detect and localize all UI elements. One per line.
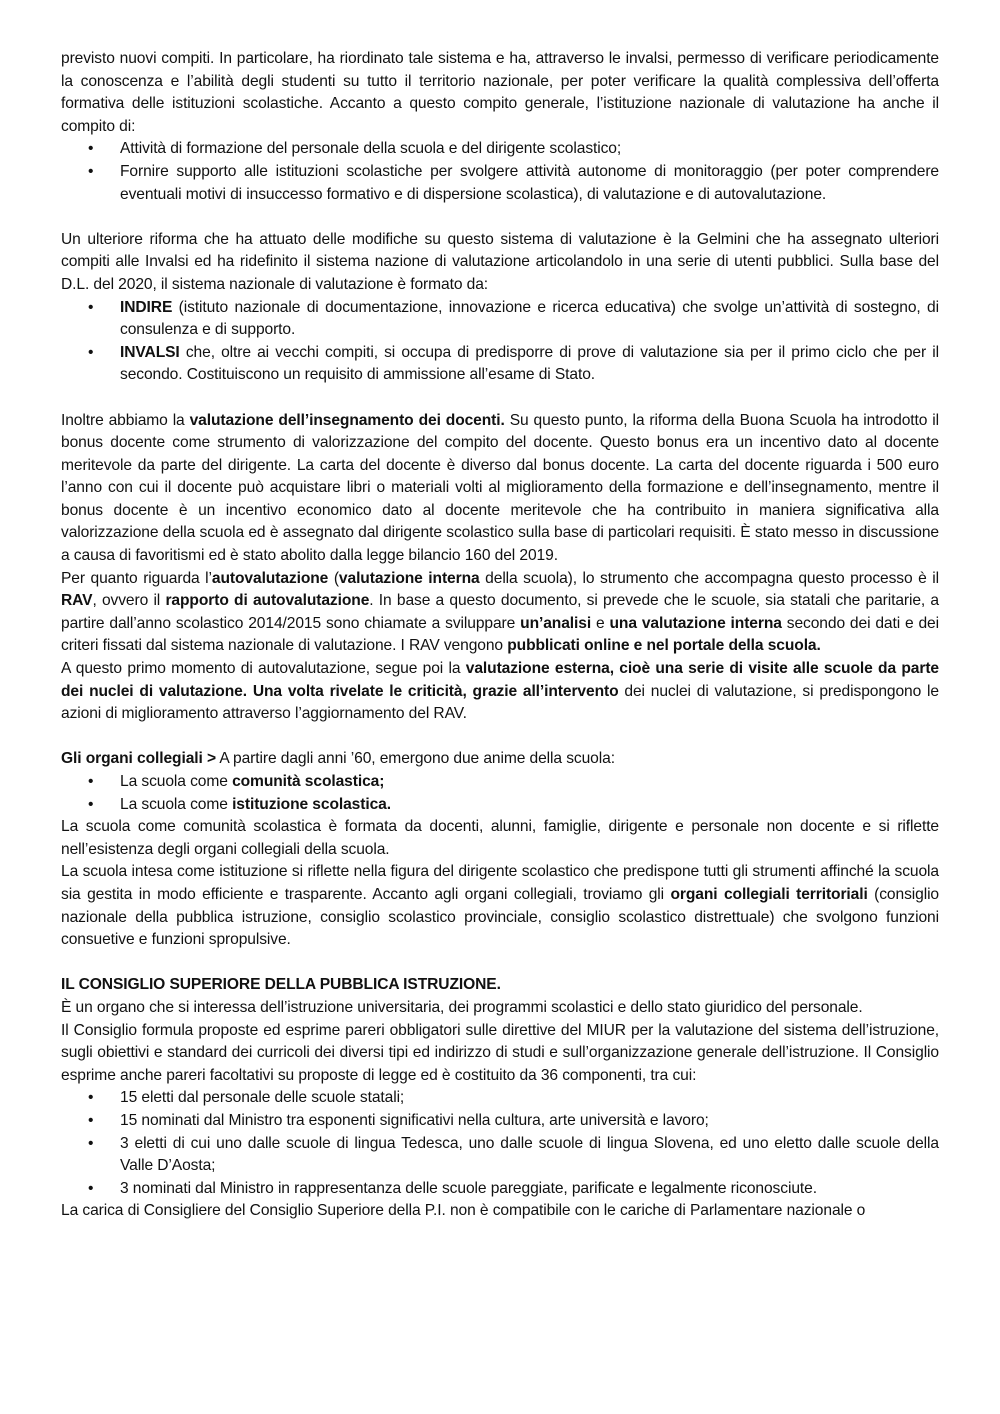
comunita-paragraph: La scuola come comunità scolastica è formata da docenti, alunni, famiglie, dirigente e personale non docente e si riflette nell’esistenza degli organi collegiali della scuola.	[61, 818, 939, 858]
text-run: A partire dagli anni ’60, emergono due anime della scuola:	[215, 750, 615, 768]
rav-paragraph	[61, 568, 939, 658]
intro-paragraph: previsto nuovi compiti. In particolare, ha riordinato tale sistema e ha, attraverso le invalsi, permesso di verificare periodicamente la conoscenza e l’abilità degli studenti su tutto il territorio nazionale, per poter verificare la qualità complessiva dell’offerta formativa delle istituzioni scolastiche. Accanto a questo compito generale, l’istituzione nazionale di valutazione ha anche il compito di:	[61, 50, 939, 135]
gelmini-bullet-list	[61, 297, 939, 387]
heading-text: IL CONSIGLIO SUPERIORE DELLA PUBBLICA ISTRUZIONE.	[61, 976, 501, 994]
text-run: Su questo punto, la riforma della Buona Scuola ha introdotto il bonus docente come strumento di valorizzazione del compito del docente. Questo bonus era un incentivo dato al docente meritevole da parte del dirigente. La carta del docente è diverso dal bonus docente. La carta del docente riguarda i 500 euro l’anno con cui il docente può acquistare libri o materiali volti al miglioramento della formazione e dell’insegnamento, mentre il bonus docente è un incentivo economico dato al docente meritevole che ha contribuito in maniera significativa alla valorizzazione della scuola ed è assegnato dal dirigente scolastico sulla base di particolari requisiti. È stato messo in discussione a causa di favoritismi ed è stato abolito dalla legge bilancio 160 del 2019.	[61, 411, 939, 565]
bold-run: pubblicati online e nel portale della scuola.	[507, 637, 821, 655]
list-item-text: 15 nominati dal Ministro tra esponenti significativi nella cultura, arte università e lavoro;	[120, 1111, 709, 1129]
bullet-icon: •	[88, 1134, 94, 1152]
text-run: A questo primo momento di autovalutazione, segue poi la	[61, 660, 466, 678]
bullet-icon: •	[88, 1089, 94, 1107]
section-heading	[61, 974, 939, 997]
bold-run: valutazione dell’insegnamento dei docenti.	[189, 411, 505, 429]
text-run: (consiglio nazionale della pubblica istruzione, consiglio scolastico provinciale, consiglio scolastico distrettuale) che svolgono funzioni consuetive e funzioni spropulsive.	[61, 885, 940, 949]
bold-run: valutazione interna	[338, 569, 480, 587]
indire-description: (istituto nazionale di documentazione, innovazione e ricerca educativa) che svolge un’attività di sostegno, di consulenza e di supporto.	[120, 298, 939, 339]
text-run: Per quanto riguarda l’	[61, 569, 212, 587]
bold-run: istituzione scolastica.	[232, 795, 391, 813]
text-run: . In base a questo documento, si prevede che le scuole, sia statali che paritarie, a partire dall’anno scolastico 2014/2015 sono chiamate a sviluppare	[61, 592, 940, 632]
consiglio-paragraph-2: Il Consiglio formula proposte ed esprime pareri obbligatori sulle direttive del MIUR per la valutazione del sistema dell’istruzione, sugli obiettivi e standard dei curricoli dei diversi tipi ed indirizzo di studi e sull’organizzazione generale dell’istruzione. Il Consiglio esprime anche pareri facoltativi su proposte di legge ed è costituito da 36 componenti, tra cui:	[61, 1021, 939, 1084]
list-item	[61, 1087, 939, 1110]
bold-run: rapporto di autovalutazione	[165, 592, 370, 610]
consiglio-paragraph-1: È un organo che si interessa dell’istruzione universitaria, dei programmi scolastici e dello stato giuridico del personale.	[61, 998, 863, 1016]
bold-run: una valutazione interna	[609, 614, 782, 632]
bold-run: autovalutazione	[211, 569, 329, 587]
invalsi-description: che, oltre ai vecchi compiti, si occupa di predisporre di prove di valutazione sia per il primo ciclo che per il secondo. Costituiscono un requisito di ammissione all’esame di Stato.	[120, 343, 939, 384]
list-item-text: 3 nominati dal Ministro in rappresentanza delle scuole pareggiate, parificate e legalmente riconosciute.	[120, 1179, 817, 1197]
text-run: (	[328, 569, 339, 587]
list-item-text: Fornire supporto alle istituzioni scolastiche per svolgere attività autonome di monitoraggio (per poter comprendere eventuali motivi di insuccesso formativo e di dispersione scolastica), di valutazione e di autovalutazione.	[120, 162, 939, 203]
docenti-paragraph	[61, 410, 939, 568]
bullet-icon: •	[88, 773, 94, 790]
text-run: La scuola come	[120, 773, 233, 790]
bold-run: Gli organi collegiali >	[61, 750, 216, 768]
invalsi-term: INVALSI	[120, 343, 180, 361]
esterna-paragraph	[61, 658, 939, 726]
bold-run: valutazione esterna, cioè una serie di visite alle scuole da parte dei nuclei di valutazione. Una volta rivelate le criticità, grazie all’intervento	[61, 660, 939, 700]
bullet-icon: •	[88, 795, 94, 813]
intro-bullet-list	[61, 138, 939, 206]
list-item	[61, 1178, 939, 1201]
text-run: La scuola come	[120, 795, 233, 813]
bullet-icon: •	[88, 298, 94, 316]
list-item	[61, 297, 939, 342]
list-item	[61, 1110, 939, 1133]
list-item	[61, 161, 939, 206]
paragraph-spacer	[61, 206, 939, 229]
bold-run: RAV	[61, 592, 93, 610]
bullet-icon: •	[88, 1111, 94, 1129]
list-item	[61, 342, 939, 387]
text-run: secondo dei dati e dei criteri fissati dal sistema nazionale di valutazione. I RAV vengono	[61, 614, 939, 655]
list-item-text: 15 eletti dal personale delle scuole statali;	[120, 1089, 405, 1107]
organi-intro-paragraph	[61, 748, 939, 771]
text-run: , ovvero il	[92, 592, 166, 610]
text-run: della scuola), lo strumento che accompagna questo processo è il	[479, 569, 940, 587]
list-item	[61, 794, 939, 817]
text-run: La scuola intesa come istituzione si riflette nella figura del dirigente scolastico che predispone tutti gli strumenti affinché la scuola sia gestita in modo efficiente e trasparente. Accanto agli organi collegiali, troviamo gli	[61, 863, 939, 903]
organi-bullet-list	[61, 771, 939, 816]
paragraph-spacer	[61, 726, 939, 749]
text-run: dei nuclei di valutazione, si predispongono le azioni di miglioramento attraverso l’aggiornamento del RAV.	[61, 682, 939, 723]
bold-run: comunità scolastica;	[232, 773, 385, 790]
bullet-icon: •	[88, 343, 94, 361]
list-item	[61, 771, 939, 794]
text-run: e	[591, 614, 610, 632]
paragraph-spacer	[61, 387, 939, 410]
indire-term: INDIRE	[120, 298, 173, 316]
paragraph-spacer	[61, 952, 939, 975]
istituzione-paragraph	[61, 861, 939, 951]
list-item-text: 3 eletti di cui uno dalle scuole di lingua Tedesca, uno dalle scuole di lingua Slovena, ed uno eletto dalle scuole della Valle D’Aosta;	[120, 1134, 939, 1175]
list-item-text: Attività di formazione del personale della scuola e del dirigente scolastico;	[120, 140, 622, 158]
bold-run: organi collegiali territoriali	[670, 885, 868, 903]
bullet-icon: •	[88, 140, 94, 158]
bold-run: un’analisi	[520, 614, 592, 632]
consiglio-bullet-list	[61, 1087, 939, 1200]
consiglio-paragraph-3: La carica di Consigliere del Consiglio Superiore della P.I. non è compatibile con le cariche di Parlamentare nazionale o	[61, 1202, 866, 1220]
bullet-icon: •	[88, 1179, 94, 1197]
list-item	[61, 1133, 939, 1178]
bullet-icon: •	[88, 162, 94, 180]
list-item	[61, 138, 939, 161]
text-run: Inoltre abbiamo la	[61, 411, 190, 429]
gelmini-paragraph: Un ulteriore riforma che ha attuato delle modifiche su questo sistema di valutazione è la Gelmini che ha assegnato ulteriori compiti alle Invalsi ed ha ridefinito il sistema nazione di valutazione articolandolo in una serie di utenti pubblici. Sulla base del D.L. del 2020, il sistema nazionale di valutazione è formato da:	[61, 230, 939, 293]
